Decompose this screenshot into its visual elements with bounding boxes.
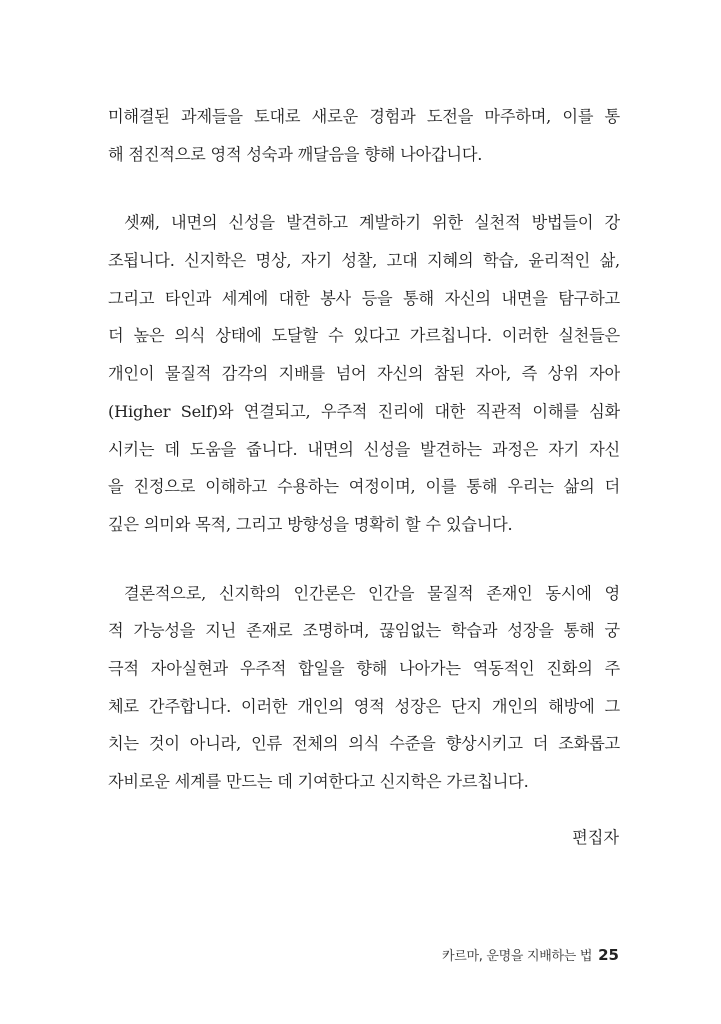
paragraph-2-line-2: 조됩니다. 신지학은 명상, 자기 성찰, 고대 지혜의 학습, 윤리적인 삶, xyxy=(108,251,620,270)
paragraph-3-line-6: 자비로운 세계를 만드는 데 기여한다고 신지학은 가르칩니다. xyxy=(108,772,529,791)
paragraph-2-line-6: (Higher Self)와 연결되고, 우주적 진리에 대한 직관적 이해를 심화 xyxy=(108,402,620,421)
paragraph-3-line-5: 치는 것이 아니라, 인류 전체의 의식 수준을 향상시키고 더 조화롭고 xyxy=(108,734,620,753)
paragraph-3-line-4: 체로 간주합니다. 이러한 개인의 영적 성장은 단지 개인의 해방에 그 xyxy=(108,697,620,716)
paragraph-3-line-1: 결론적으로, 신지학의 인간론은 인간을 물질적 존재인 동시에 영 xyxy=(124,584,620,603)
editor-signature: 편집자 xyxy=(572,828,619,847)
book-title: 카르마, 운명을 지배하는 법 xyxy=(441,949,593,964)
page-footer xyxy=(442,945,619,967)
paragraph-2-line-1: 셋째, 내면의 신성을 발견하고 계발하기 위한 실천적 방법들이 강 xyxy=(124,213,620,232)
paragraph-2-line-9: 깊은 의미와 목적, 그리고 방향성을 명확히 할 수 있습니다. xyxy=(108,515,513,534)
paragraph-3-line-3: 극적 자아실현과 우주적 합일을 향해 나아가는 역동적인 진화의 주 xyxy=(108,659,620,678)
paragraph-2-line-5: 개인이 물질적 감각의 지배를 넘어 자신의 참된 자아, 즉 상위 자아 xyxy=(108,364,620,383)
paragraph-2-line-4: 더 높은 의식 상태에 도달할 수 있다고 가르칩니다. 이러한 실천들은 xyxy=(108,326,620,345)
paragraph-3-line-2: 적 가능성을 지닌 존재로 조명하며, 끊임없는 학습과 성장을 통해 궁 xyxy=(108,621,620,640)
paragraph-1-line-2: 해 점진적으로 영적 성숙과 깨달음을 향해 나아갑니다. xyxy=(108,145,483,164)
page-number: 25 xyxy=(598,946,619,964)
paragraph-2-line-8: 을 진정으로 이해하고 수용하는 여정이며, 이를 통해 우리는 삶의 더 xyxy=(108,477,620,496)
paragraph-2-line-7: 시키는 데 도움을 줍니다. 내면의 신성을 발견하는 과정은 자기 자신 xyxy=(108,440,620,459)
paragraph-2-line-3: 그리고 타인과 세계에 대한 봉사 등을 통해 자신의 내면을 탐구하고 xyxy=(108,289,620,308)
paragraph-1-line-1: 미해결된 과제들을 토대로 새로운 경험과 도전을 마주하며, 이를 통 xyxy=(108,107,620,126)
